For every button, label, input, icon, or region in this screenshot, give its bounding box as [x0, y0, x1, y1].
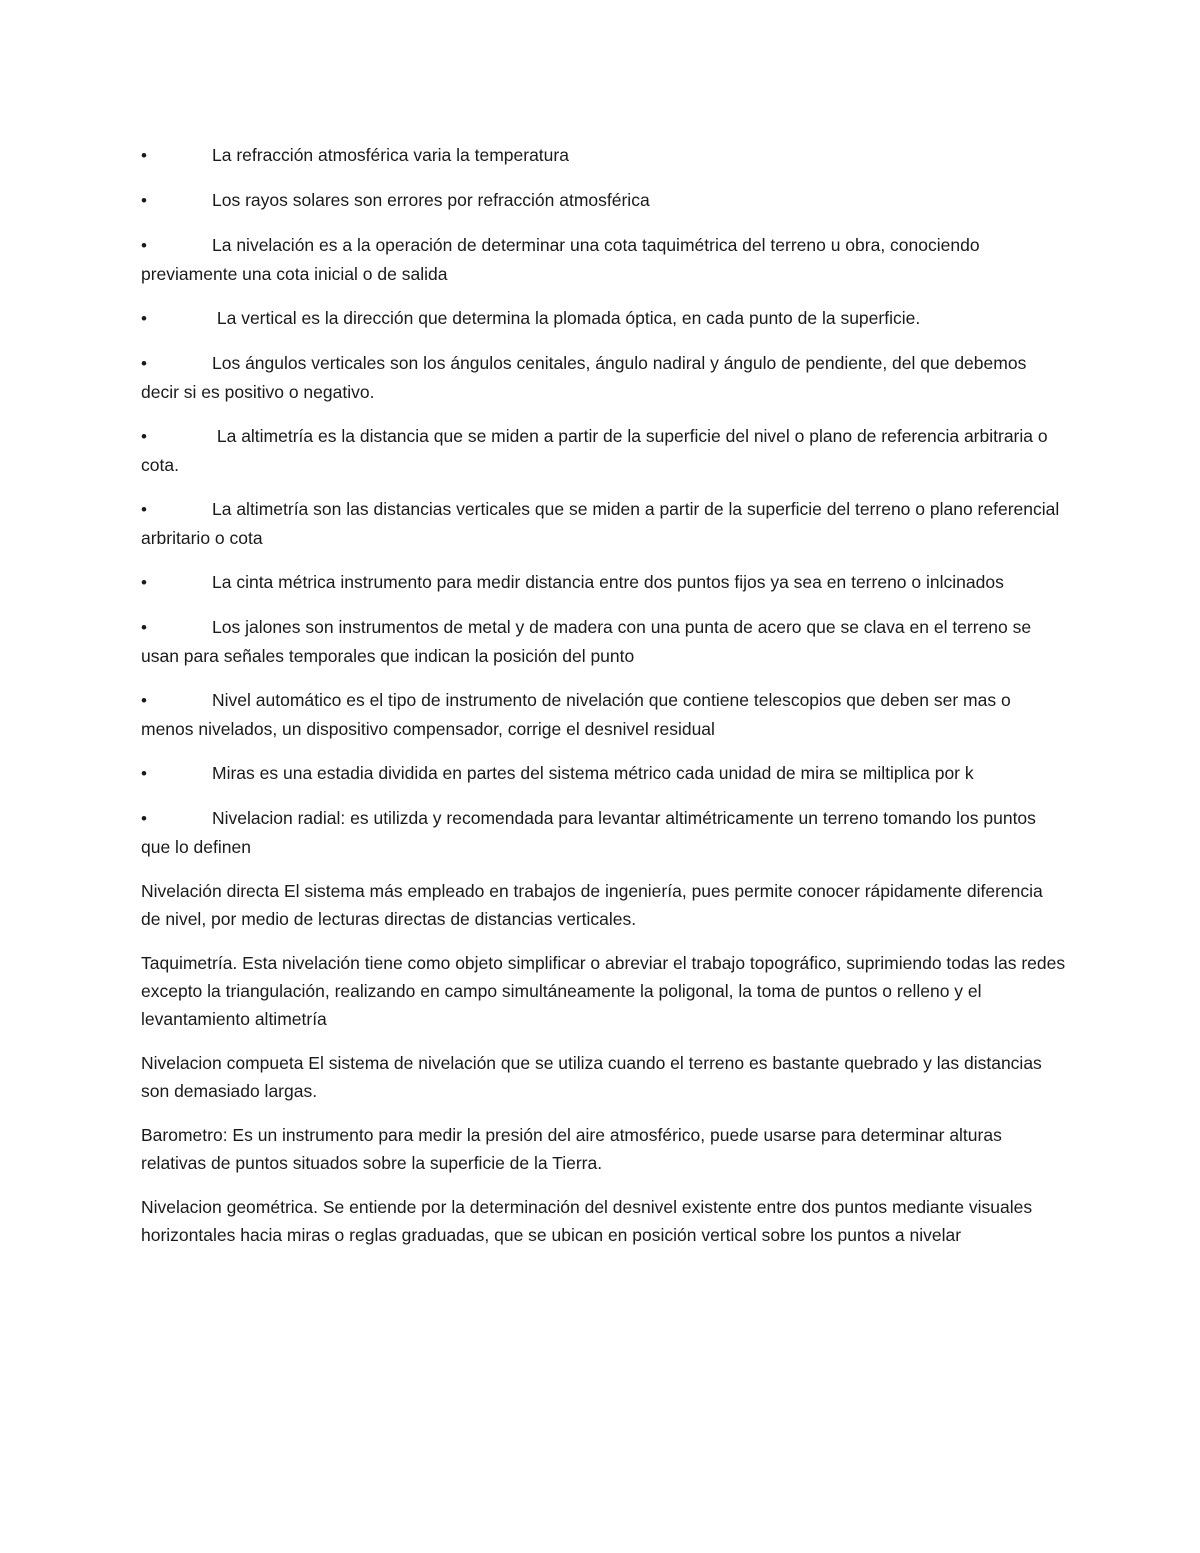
- bullet-icon: •: [141, 354, 147, 373]
- bullet-item: [141, 686, 1066, 743]
- bullet-item: [141, 231, 1066, 288]
- bullet-icon: •: [141, 809, 147, 828]
- bullet-text: La refracción atmosférica varia la temperatura: [212, 145, 569, 165]
- paragraph-taquimetria: Taquimetría. Esta nivelación tiene como objeto simplificar o abreviar el trabajo topográfico, suprimiendo todas las redes excepto la triangulación, realizando en campo simultáneamente la poligonal, la toma de puntos o relleno y el levantamiento altimetría: [141, 953, 1066, 1029]
- bullet-item: [141, 613, 1066, 670]
- bullet-text: Los ángulos verticales son los ángulos cenitales, ángulo nadiral y ángulo de pendiente, del que debemos decir si es positivo o negativo.: [141, 353, 1027, 402]
- bullet-list: [141, 141, 1066, 861]
- paragraph-nivelacion-geometrica: Nivelacion geométrica. Se entiende por la determinación del desnivel existente entre dos puntos mediante visuales horizontales hacia miras o reglas graduadas, que se ubican en posición vertical sobre los puntos a nivelar: [141, 1197, 1033, 1245]
- bullet-item: [141, 186, 1066, 215]
- bullet-icon: •: [141, 309, 147, 328]
- bullet-icon: •: [141, 618, 147, 637]
- bullet-icon: •: [141, 573, 147, 592]
- bullet-text: La altimetría es la distancia que se miden a partir de la superficie del nivel o plano de referencia arbitraria o cota.: [141, 426, 1053, 475]
- bullet-icon: •: [141, 191, 147, 210]
- bullet-text: La altimetría son las distancias verticales que se miden a partir de la superficie del terreno o plano referencial arbritario o cota: [141, 499, 1060, 548]
- bullet-text: Nivel automático es el tipo de instrumento de nivelación que contiene telescopios que deben ser mas o menos nivelados, un dispositivo compensador, corrige el desnivel residual: [141, 690, 1011, 739]
- bullet-item: [141, 495, 1066, 552]
- bullet-icon: •: [141, 146, 147, 165]
- bullet-item: [141, 141, 1066, 170]
- bullet-item: [141, 304, 1066, 333]
- document-body: [141, 141, 1066, 1265]
- bullet-icon: •: [141, 500, 147, 519]
- bullet-text: La cinta métrica instrumento para medir distancia entre dos puntos fijos ya sea en terreno o inlcinados: [212, 572, 1004, 592]
- bullet-text: Nivelacion radial: es utilizda y recomendada para levantar altimétricamente un terreno tomando los puntos que lo definen: [141, 808, 1036, 857]
- paragraph-nivelacion-directa: Nivelación directa El sistema más empleado en trabajos de ingeniería, pues permite conocer rápidamente diferencia de nivel, por medio de lecturas directas de distancias verticales.: [141, 881, 1043, 929]
- bullet-text: La nivelación es a la operación de determinar una cota taquimétrica del terreno u obra, conociendo previamente una cota inicial o de salida: [141, 235, 980, 284]
- bullet-item: [141, 568, 1066, 597]
- bullet-icon: •: [141, 427, 147, 446]
- bullet-text: Los jalones son instrumentos de metal y de madera con una punta de acero que se clava en el terreno se usan para señales temporales que indican la posición del punto: [141, 617, 1032, 666]
- bullet-item: [141, 759, 1066, 788]
- bullet-text: La vertical es la dirección que determina la plomada óptica, en cada punto de la superficie.: [212, 308, 921, 328]
- bullet-icon: •: [141, 691, 147, 710]
- paragraph-nivelacion-compuesta: Nivelacion compueta El sistema de nivelación que se utiliza cuando el terreno es bastante quebrado y las distancias son demasiado largas.: [141, 1053, 1042, 1101]
- bullet-icon: •: [141, 236, 147, 255]
- bullet-text: Los rayos solares son errores por refracción atmosférica: [212, 190, 650, 210]
- bullet-item: [141, 804, 1066, 861]
- bullet-item: [141, 349, 1066, 406]
- paragraph-barometro: Barometro: Es un instrumento para medir la presión del aire atmosférico, puede usarse para determinar alturas relativas de puntos situados sobre la superficie de la Tierra.: [141, 1125, 1002, 1173]
- bullet-text: Miras es una estadia dividida en partes del sistema métrico cada unidad de mira se miltiplica por k: [212, 763, 974, 783]
- bullet-icon: •: [141, 764, 147, 783]
- bullet-item: [141, 422, 1066, 479]
